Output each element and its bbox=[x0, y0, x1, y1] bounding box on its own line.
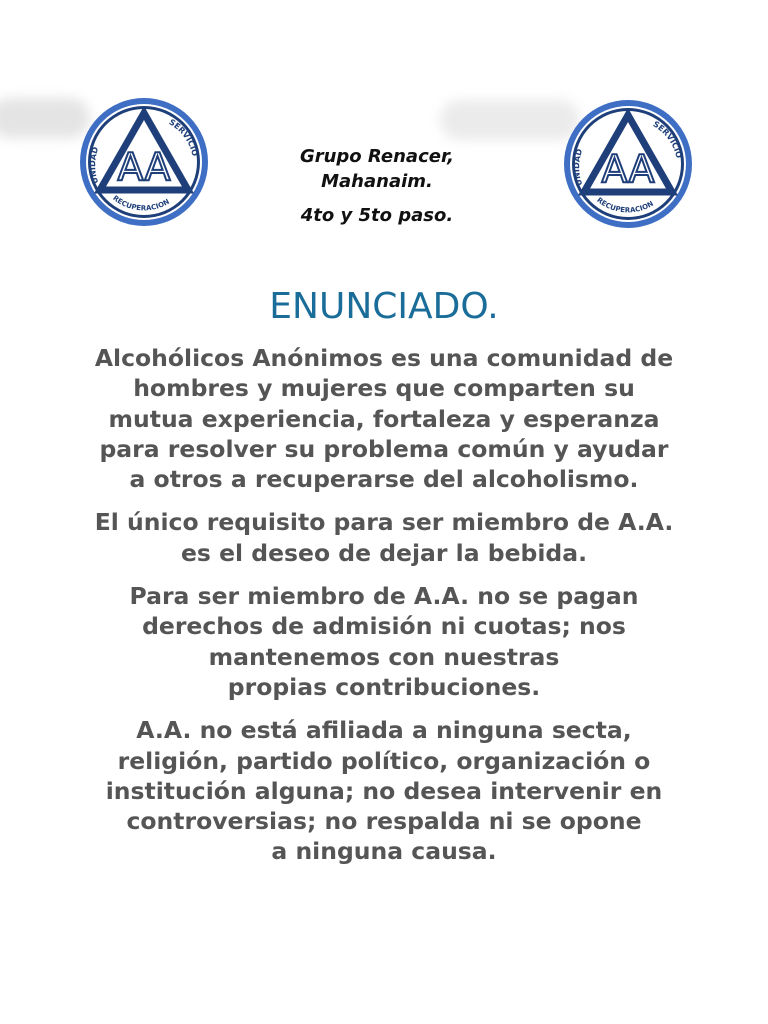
aa-logo-right bbox=[561, 97, 695, 231]
group-place: Mahanaim. bbox=[321, 171, 433, 192]
text-line: institución alguna; no desea intervenir en bbox=[105, 776, 663, 805]
logo-monogram: AA bbox=[601, 147, 655, 191]
aa-logo-right-graphic bbox=[561, 97, 695, 231]
aa-logo-left-graphic bbox=[77, 95, 211, 229]
text-line: a ninguna causa. bbox=[271, 837, 497, 866]
text-line: propias contribuciones. bbox=[227, 672, 541, 701]
text-line: para resolver su problema común y ayudar bbox=[99, 434, 669, 463]
background-smudge-right bbox=[440, 100, 580, 140]
logo-monogram: AA bbox=[117, 145, 171, 189]
text-line: controversias; no respalda ni se opone bbox=[126, 807, 642, 836]
text-line: es el deseo de dejar la bebida. bbox=[180, 538, 588, 567]
text-line: Para ser miembro de A.A. no se pagan bbox=[129, 582, 639, 611]
paragraph-requirement bbox=[40, 507, 728, 568]
logo-word-left: UNIDAD bbox=[88, 145, 101, 185]
header-block bbox=[234, 144, 520, 228]
text-line: mantenemos con nuestras bbox=[208, 642, 560, 671]
logo-word-bottom: RECUPERACION bbox=[111, 194, 171, 213]
steps-label: 4to y 5to paso. bbox=[300, 205, 454, 226]
aa-logo-left bbox=[77, 95, 211, 229]
text-line: derechos de admisión ni cuotas; nos bbox=[142, 612, 626, 641]
text-line: Alcohólicos Anónimos es una comunidad de bbox=[94, 344, 674, 372]
text-line: A.A. no está afiliada a ninguna secta, bbox=[136, 716, 632, 745]
paragraph-affiliation bbox=[40, 715, 728, 866]
logo-word-right: SERVICIO bbox=[651, 119, 684, 160]
text-line: mutua experiencia, fortaleza y esperanza bbox=[108, 404, 660, 433]
text-line: a otros a recuperarse del alcoholismo. bbox=[129, 465, 639, 494]
text-line: hombres y mujeres que comparten su bbox=[133, 374, 635, 403]
logo-word-bottom: RECUPERACION bbox=[595, 196, 655, 215]
paragraph-fees bbox=[40, 581, 728, 702]
group-name: Grupo Renacer, bbox=[299, 146, 455, 167]
logo-word-left: UNIDAD bbox=[572, 147, 585, 187]
preamble-body bbox=[40, 343, 728, 880]
paragraph-definition bbox=[40, 343, 728, 494]
text-line: religión, partido político, organización o bbox=[117, 746, 651, 775]
logo-word-right: SERVICIO bbox=[167, 117, 200, 158]
text-line: El único requisito para ser miembro de A.A. bbox=[94, 508, 674, 537]
page-title: ENUNCIADO. bbox=[269, 286, 499, 327]
